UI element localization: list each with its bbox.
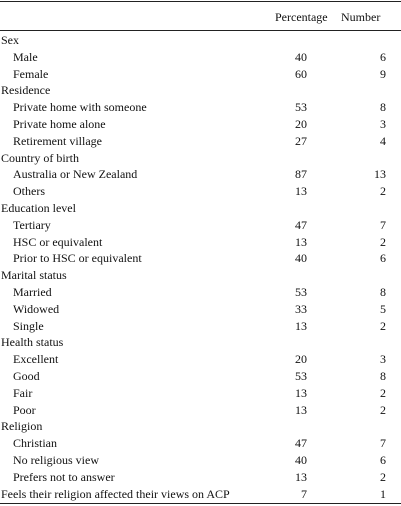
percentage-cell: 47 bbox=[295, 436, 307, 451]
table-row bbox=[0, 183, 401, 200]
row-label: Residence bbox=[1, 83, 51, 98]
category-row bbox=[0, 334, 401, 351]
row-label: Prefers not to answer bbox=[13, 469, 115, 484]
number-cell: 2 bbox=[380, 234, 386, 249]
demographics-table bbox=[0, 1, 401, 504]
row-label: No religious view bbox=[13, 452, 99, 467]
row-label: Marital status bbox=[1, 268, 67, 283]
row-label: Good bbox=[13, 368, 40, 383]
row-label: Excellent bbox=[13, 352, 59, 367]
number-cell: 2 bbox=[380, 402, 386, 417]
row-label: Country of birth bbox=[1, 150, 79, 165]
table-row bbox=[0, 368, 401, 385]
percentage-cell: 53 bbox=[295, 100, 307, 115]
percentage-cell: 27 bbox=[295, 133, 307, 148]
category-row bbox=[0, 267, 401, 284]
percentage-cell: 87 bbox=[295, 167, 307, 182]
percentage-cell: 33 bbox=[295, 301, 307, 316]
number-cell: 13 bbox=[374, 167, 386, 182]
number-cell: 2 bbox=[380, 385, 386, 400]
percentage-cell: 13 bbox=[295, 469, 307, 484]
row-label: Australia or New Zealand bbox=[13, 167, 138, 182]
row-label: Private home alone bbox=[13, 116, 106, 131]
percentage-cell: 60 bbox=[295, 66, 307, 81]
category-row bbox=[0, 150, 401, 167]
table-header-row bbox=[0, 2, 401, 30]
table-row bbox=[0, 99, 401, 116]
number-cell: 3 bbox=[380, 352, 386, 367]
number-cell: 6 bbox=[380, 251, 386, 266]
number-cell: 2 bbox=[380, 469, 386, 484]
percentage-cell: 53 bbox=[295, 284, 307, 299]
row-label: Single bbox=[13, 318, 44, 333]
percentage-cell: 13 bbox=[295, 318, 307, 333]
category-row bbox=[0, 418, 401, 435]
percentage-cell: 47 bbox=[295, 217, 307, 232]
number-cell: 7 bbox=[380, 217, 386, 232]
row-label: Retirement village bbox=[13, 133, 102, 148]
number-cell: 2 bbox=[380, 184, 386, 199]
number-cell: 7 bbox=[380, 436, 386, 451]
row-label: Education level bbox=[1, 200, 76, 215]
table-row bbox=[0, 250, 401, 267]
table-row bbox=[0, 385, 401, 402]
table-row bbox=[0, 133, 401, 150]
row-label: Female bbox=[13, 66, 49, 81]
percentage-cell: 7 bbox=[301, 486, 307, 501]
percentage-cell: 40 bbox=[295, 251, 307, 266]
percentage-cell: 13 bbox=[295, 402, 307, 417]
table-row bbox=[0, 166, 401, 183]
row-label: Feels their religion affected their views on ACP bbox=[1, 486, 230, 501]
row-label: Prior to HSC or equivalent bbox=[13, 251, 142, 266]
bottom-rule bbox=[0, 503, 401, 504]
table-row bbox=[0, 435, 401, 452]
percentage-cell: 13 bbox=[295, 385, 307, 400]
percentage-cell: 53 bbox=[295, 368, 307, 383]
table-row bbox=[0, 351, 401, 368]
number-cell: 3 bbox=[380, 116, 386, 131]
table-row bbox=[0, 284, 401, 301]
row-label: HSC or equivalent bbox=[13, 234, 103, 249]
row-label: Christian bbox=[13, 436, 57, 451]
number-cell: 8 bbox=[380, 100, 386, 115]
number-cell: 8 bbox=[380, 368, 386, 383]
table-row bbox=[0, 301, 401, 318]
row-label: Others bbox=[13, 184, 45, 199]
percentage-cell: 13 bbox=[295, 234, 307, 249]
row-label: Fair bbox=[13, 385, 33, 400]
table-row bbox=[0, 402, 401, 419]
percentage-cell: 20 bbox=[295, 116, 307, 131]
number-cell: 2 bbox=[380, 318, 386, 333]
row-label: Widowed bbox=[13, 301, 60, 316]
table-row bbox=[0, 66, 401, 83]
number-cell: 4 bbox=[380, 133, 386, 148]
category-row bbox=[0, 32, 401, 49]
percentage-cell: 20 bbox=[295, 352, 307, 367]
category-row bbox=[0, 486, 401, 503]
number-cell: 9 bbox=[380, 66, 386, 81]
row-label: Religion bbox=[1, 419, 43, 434]
percentage-column-header: Percentage bbox=[275, 10, 328, 24]
row-label: Tertiary bbox=[13, 217, 51, 232]
percentage-cell: 13 bbox=[295, 184, 307, 199]
number-column-header: Number bbox=[341, 10, 381, 24]
table-row bbox=[0, 116, 401, 133]
row-label: Private home with someone bbox=[13, 100, 147, 115]
table-row bbox=[0, 217, 401, 234]
table-row bbox=[0, 318, 401, 335]
number-cell: 6 bbox=[380, 49, 386, 64]
percentage-cell: 40 bbox=[295, 452, 307, 467]
number-cell: 1 bbox=[380, 486, 386, 501]
number-cell: 5 bbox=[380, 301, 386, 316]
row-label: Sex bbox=[1, 33, 19, 47]
category-row bbox=[0, 82, 401, 99]
number-cell: 6 bbox=[380, 452, 386, 467]
number-cell: 8 bbox=[380, 284, 386, 299]
row-label: Health status bbox=[1, 335, 64, 350]
table-row bbox=[0, 234, 401, 251]
row-label: Married bbox=[13, 284, 52, 299]
table-row bbox=[0, 452, 401, 469]
row-label: Male bbox=[13, 49, 38, 64]
percentage-cell: 40 bbox=[295, 49, 307, 64]
row-label: Poor bbox=[13, 402, 36, 417]
table-body bbox=[0, 31, 401, 503]
table-row bbox=[0, 469, 401, 486]
table-row bbox=[0, 49, 401, 66]
category-row bbox=[0, 200, 401, 217]
